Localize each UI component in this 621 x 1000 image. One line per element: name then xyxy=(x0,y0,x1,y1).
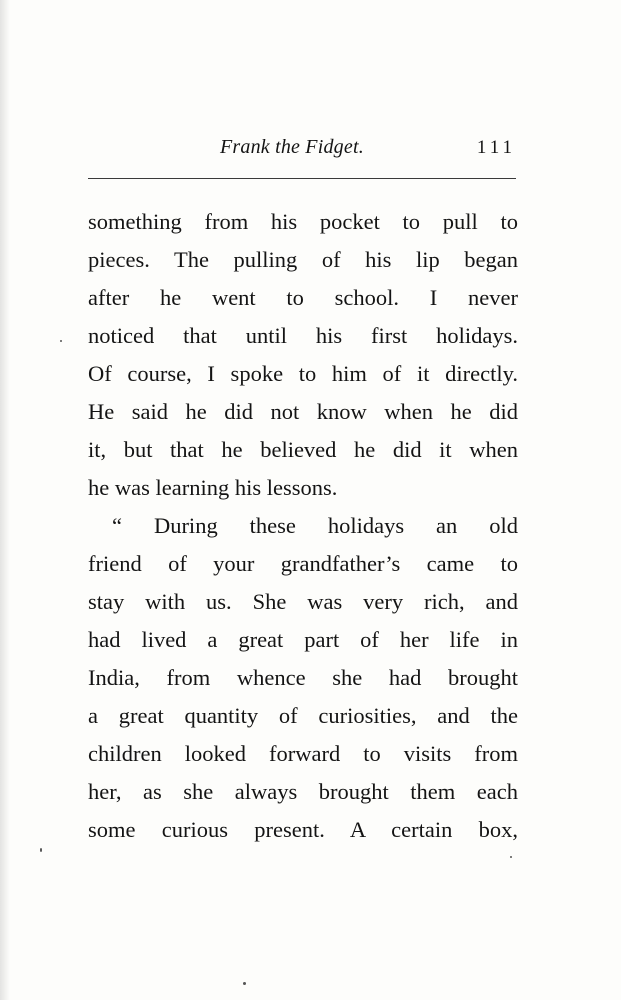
text-line: her, as she always brought them each xyxy=(88,779,518,804)
body-text xyxy=(88,203,518,849)
text-line: he was learning his lessons. xyxy=(88,475,338,500)
text-line: noticed that until his first holidays. xyxy=(88,323,518,348)
text-line: had lived a great part of her life in xyxy=(88,627,518,652)
text-line: children looked forward to visits from xyxy=(88,741,518,766)
text-line: He said he did not know when he did xyxy=(88,399,518,424)
text-line: something from his pocket to pull to xyxy=(88,209,518,234)
scan-speck xyxy=(40,848,42,852)
text-line: friend of your grandfather’s came to xyxy=(88,551,518,576)
running-title: Frank the Fidget. xyxy=(220,136,364,158)
text-line: stay with us. She was very rich, and xyxy=(88,589,518,614)
scan-speck xyxy=(243,982,246,985)
text-line: some curious present. A certain box, xyxy=(88,817,518,842)
text-line: after he went to school. I never xyxy=(88,285,518,310)
running-head xyxy=(88,136,516,166)
scan-speck xyxy=(60,340,62,342)
text-line: India, from whence she had brought xyxy=(88,665,518,690)
header-rule xyxy=(88,178,516,179)
text-line: Of course, I spoke to him of it directly. xyxy=(88,361,518,386)
text-line: pieces. The pulling of his lip began xyxy=(88,247,518,272)
text-line: it, but that he believed he did it when xyxy=(88,437,518,462)
text-line: a great quantity of curiosities, and the xyxy=(88,703,518,728)
page-number: 111 xyxy=(476,137,516,158)
text-line: “ During these holidays an old xyxy=(112,513,518,538)
scan-speck xyxy=(510,856,512,858)
